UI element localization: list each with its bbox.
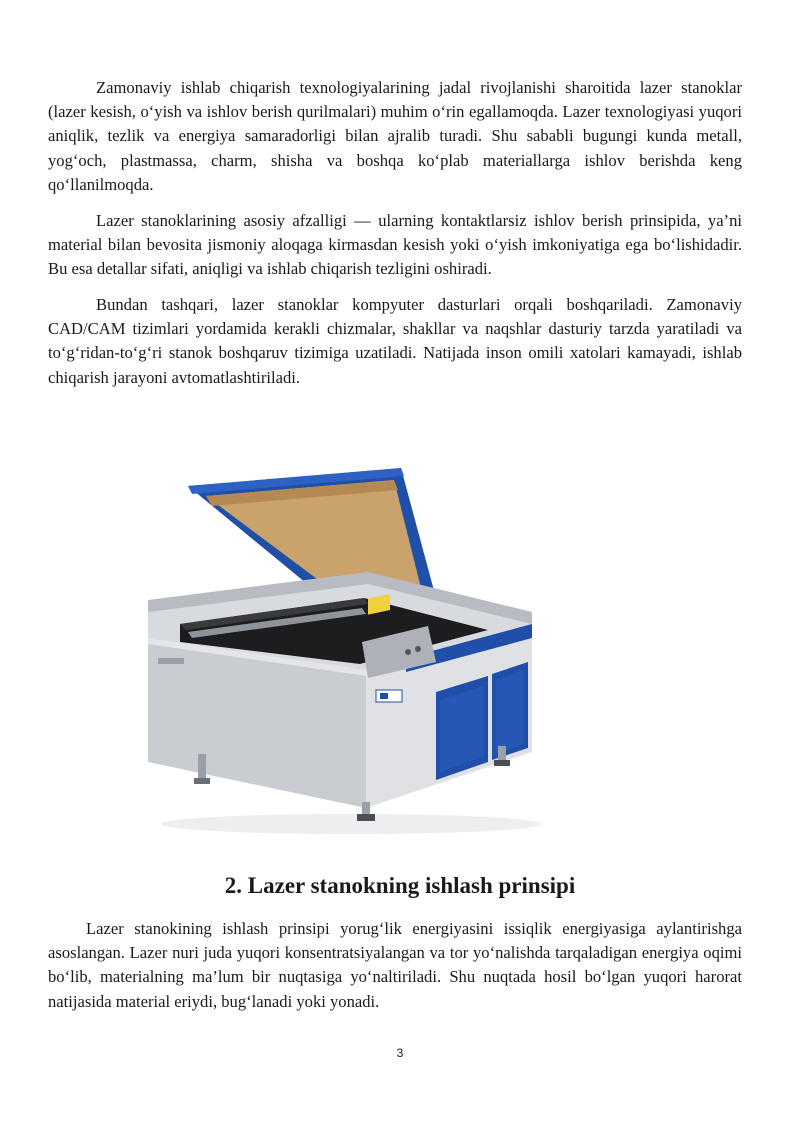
paragraph-advantage: Lazer stanoklarining asosiy afzalligi — ularning kontaktlarsiz ishlov berish prinsipida, ya’ni material bilan bevosita jismoniy aloqaga kirmasdan kesish yoki o‘yish imkoniyatiga ega bo‘lishidadir. Bu esa detallar sifati, aniqligi va ishlab chiqarish tezligini oshiradi. bbox=[48, 211, 742, 279]
laser-machine-image bbox=[136, 462, 556, 840]
page-number: 3 bbox=[396, 1046, 404, 1060]
paragraph-cad-cam: Bundan tashqari, lazer stanoklar kompyuter dasturlari orqali boshqariladi. Zamonaviy CAD/CAM tizimlari yordamida kerakli chizmalar, shakllar va naqshlar dasturiy tarzda yaratiladi va to‘g‘ridan-to‘g‘ri stanok boshqaruv tizimiga uzatiladi. Natijada inson omili xatolari kamayadi, ishlab chiqarish jarayoni avtomatlashtiriladi. bbox=[48, 295, 742, 387]
paragraph-working-principle: Lazer stanokining ishlash prinsipi yorug‘lik energiyasini issiqlik energiyasiga aylantirishga asoslangan. Lazer nuri juda yuqori konsentratsiyalangan va tor yo‘nalishda tarqaladigan energiya oqimi bo‘lib, materialning ma’lum bir nuqtasiga yo‘naltiriladi. Shu nuqtada hosil bo‘lgan yuqori harorat natijasida material eriydi, bug‘lanadi yoki yonadi. bbox=[48, 919, 742, 1011]
section-heading: 2. Lazer stanokning ishlash prinsipi bbox=[224, 873, 576, 898]
paragraph-intro: Zamonaviy ishlab chiqarish texnologiyalarining jadal rivojlanishi sharoitida lazer stanoklar (lazer kesish, o‘yish va ishlov berish qurilmalari) muhim o‘rin egallamoqda. Lazer texnologiyasi yuqori aniqlik, tezlik va energiya samaradorligi bilan ajralib turadi. Shu sababli bugungi kunda metall, yog‘och, plastmassa, charm, shisha va boshqa ko‘plab materiallarga ishlov berishda keng qo‘llanilmoqda. bbox=[48, 78, 742, 194]
